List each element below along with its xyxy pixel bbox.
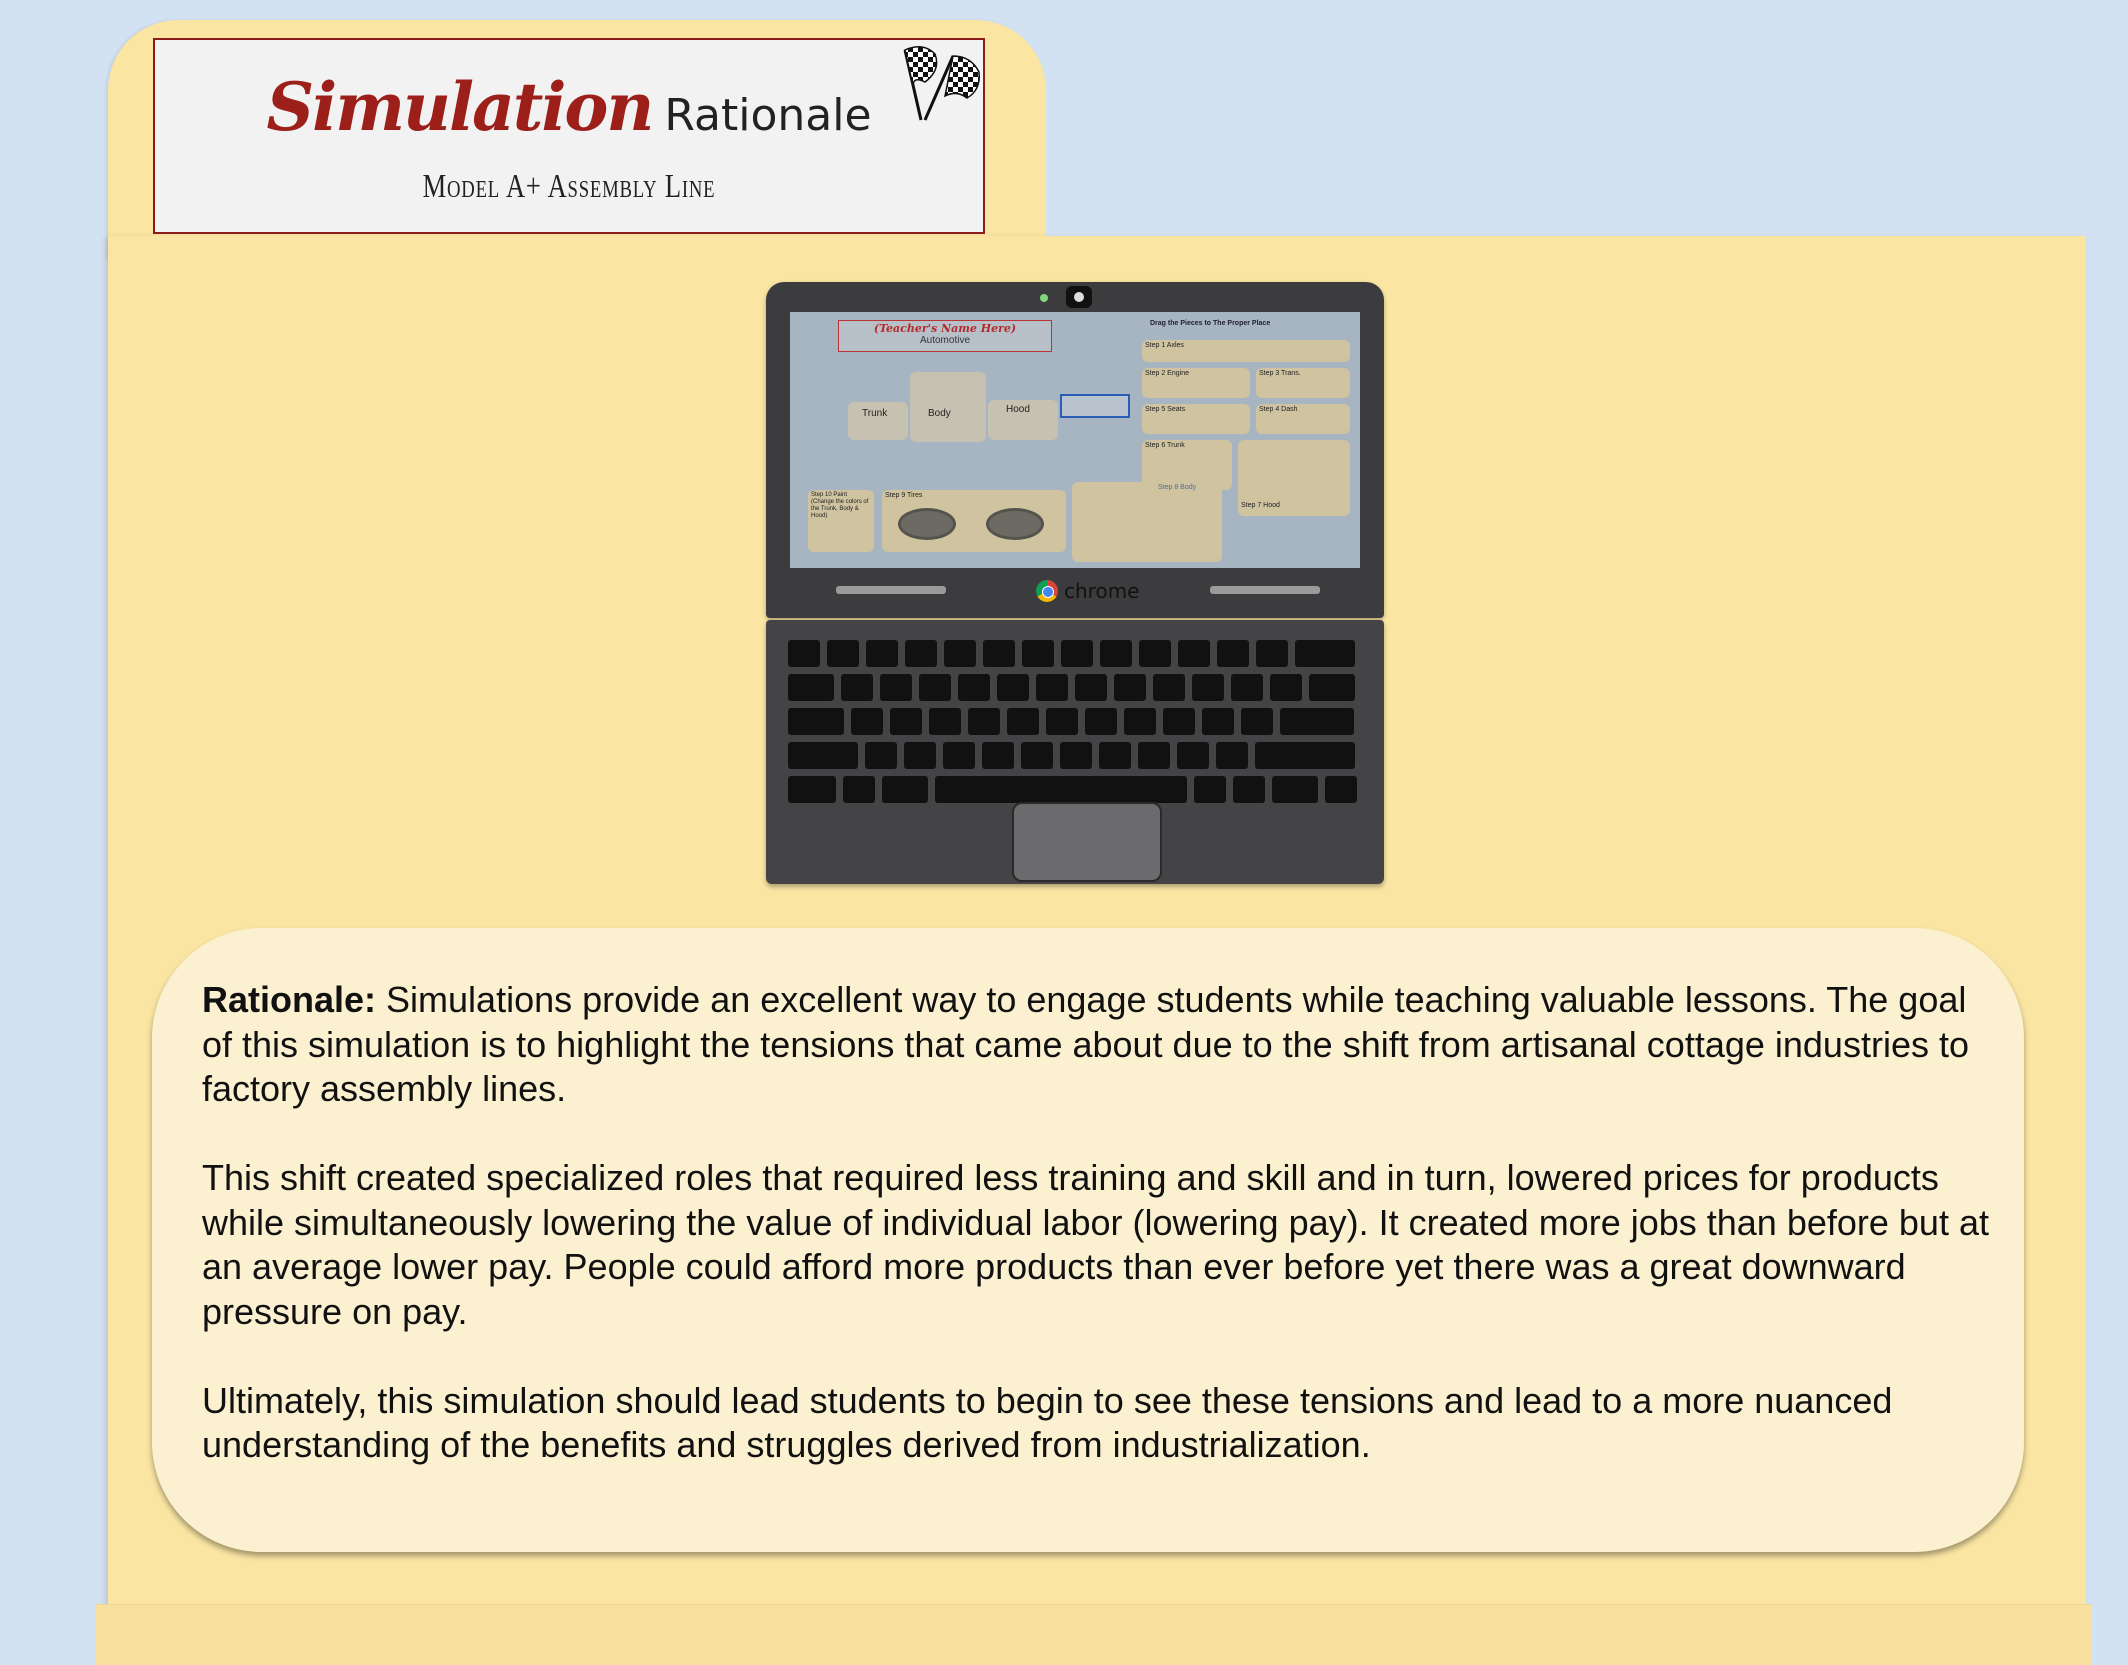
- keyboard-key: [1194, 776, 1226, 803]
- screen-title-box: [838, 320, 1052, 352]
- page-title: [155, 68, 983, 146]
- keyboard-key: [997, 674, 1029, 701]
- laptop-screen: [790, 312, 1360, 568]
- camera-light-icon: [1040, 294, 1048, 302]
- page-subtitle: Model A+ Assembly Line: [422, 168, 716, 205]
- keyboard-key: [1153, 674, 1185, 701]
- keyboard-key: [1114, 674, 1146, 701]
- trackpad: [1012, 802, 1162, 882]
- keyboard-key: [1231, 674, 1263, 701]
- keyboard-key: [1046, 708, 1078, 735]
- title-card: [153, 38, 985, 234]
- step-slot: Step 9 Tires: [882, 490, 1066, 552]
- keyboard-key: [788, 742, 858, 769]
- keyboard-key: [788, 776, 836, 803]
- keyboard-key: [968, 708, 1000, 735]
- keyboard-key: [943, 742, 975, 769]
- keyboard-key: [982, 742, 1014, 769]
- laptop-base: [766, 620, 1384, 884]
- keyboard-key: [1138, 742, 1170, 769]
- keyboard-key: [851, 708, 883, 735]
- keyboard-key: [1022, 640, 1054, 667]
- keyboard-key: [788, 674, 834, 701]
- keyboard-key: [905, 640, 937, 667]
- keyboard-key: [1061, 640, 1093, 667]
- keyboard-key: [1241, 708, 1273, 735]
- keyboard-key: [1099, 742, 1131, 769]
- webcam-icon: [1066, 286, 1092, 308]
- keyboard-key: [1270, 674, 1302, 701]
- selected-part-handle[interactable]: [1060, 394, 1130, 418]
- step-slot: Step 6 Trunk: [1142, 440, 1232, 490]
- chrome-logo-icon: [1036, 580, 1058, 602]
- laptop-lid: [766, 282, 1384, 618]
- tire-icon[interactable]: [986, 508, 1044, 540]
- keyboard-key: [827, 640, 859, 667]
- chrome-label: chrome: [1064, 579, 1140, 603]
- step-slot: Step 7 Hood: [1238, 440, 1350, 516]
- keyboard-key: [935, 776, 1187, 803]
- rationale-paragraph: [202, 978, 1992, 1112]
- hinge: [1210, 586, 1320, 594]
- keyboard-key: [1202, 708, 1234, 735]
- keyboard-key: [1021, 742, 1053, 769]
- keyboard-key: [904, 742, 936, 769]
- keyboard-key: [865, 742, 897, 769]
- keyboard-key: [1060, 742, 1092, 769]
- rationale-paragraph-1: Simulations provide an excellent way to engage students while teaching valuable lessons. The goal of this simulation is to highlight the tensions that came about due to the shift from artisanal cottage industries to factory assembly lines.: [202, 979, 1969, 1109]
- rationale-text: [202, 978, 1992, 1512]
- hinge: [836, 586, 946, 594]
- keyboard-key: [1163, 708, 1195, 735]
- keyboard-key: [1295, 640, 1355, 667]
- rationale-paragraph-2: This shift created specialized roles that required less training and skill and in turn, lowered prices for products while simultaneously lowering the value of individual labor (lowering pay). It created more jobs than before but at an average lower pay. People could afford more products than ever before yet there was a great downward pressure on pay.: [202, 1157, 1989, 1332]
- step-slot: Step 1 Axles: [1142, 340, 1350, 362]
- keyboard: [788, 640, 1362, 810]
- checkered-flags-icon: [883, 42, 993, 122]
- keyboard-key: [1255, 742, 1355, 769]
- step-slot: Step 3 Trans.: [1256, 368, 1350, 398]
- keyboard-key: [1325, 776, 1357, 803]
- part-hood[interactable]: [988, 400, 1058, 440]
- keyboard-key: [944, 640, 976, 667]
- keyboard-key: [1124, 708, 1156, 735]
- keyboard-row: [788, 674, 1362, 701]
- rationale-label: Rationale:: [202, 979, 377, 1020]
- keyboard-key: [958, 674, 990, 701]
- keyboard-key: [1272, 776, 1318, 803]
- keyboard-key: [1217, 640, 1249, 667]
- keyboard-key: [1256, 640, 1288, 667]
- step-slot: Step 2 Engine: [1142, 368, 1250, 398]
- part-label: Hood: [1006, 404, 1030, 415]
- keyboard-key: [1216, 742, 1248, 769]
- keyboard-key: [1075, 674, 1107, 701]
- keyboard-key: [1192, 674, 1224, 701]
- keyboard-row: [788, 776, 1362, 803]
- keyboard-key: [1007, 708, 1039, 735]
- keyboard-key: [1085, 708, 1117, 735]
- step-slot: Step 8 Body: [1072, 482, 1222, 562]
- keyboard-key: [843, 776, 875, 803]
- tire-icon[interactable]: [898, 508, 956, 540]
- rationale-panel: [152, 928, 2024, 1552]
- screen-title: (Teacher's Name Here): [873, 322, 1017, 335]
- keyboard-key: [929, 708, 961, 735]
- screen-subtitle: Automotive: [919, 335, 971, 346]
- keyboard-key: [880, 674, 912, 701]
- screen-drag-instructions: Drag the Pieces to The Proper Place: [1150, 320, 1271, 327]
- keyboard-key: [841, 674, 873, 701]
- keyboard-key: [788, 640, 820, 667]
- keyboard-key: [1280, 708, 1354, 735]
- keyboard-key: [1178, 640, 1210, 667]
- folder-lower-edge: [96, 1604, 2092, 1665]
- keyboard-key: [1139, 640, 1171, 667]
- keyboard-key: [882, 776, 928, 803]
- keyboard-key: [890, 708, 922, 735]
- keyboard-key: [983, 640, 1015, 667]
- title-script-word: Simulation: [266, 68, 653, 146]
- part-label: Trunk: [862, 408, 888, 419]
- keyboard-key: [1036, 674, 1068, 701]
- keyboard-key: [919, 674, 951, 701]
- keyboard-key: [866, 640, 898, 667]
- part-body[interactable]: [910, 372, 986, 442]
- rationale-paragraph-3: Ultimately, this simulation should lead students to begin to see these tensions and lead to a more nuanced understanding of the benefits and struggles derived from industrialization.: [202, 1379, 1893, 1465]
- keyboard-key: [1177, 742, 1209, 769]
- step-slot: Step 5 Seats: [1142, 404, 1250, 434]
- step-slot: Step 10 Paint (Change the colors of the Trunk, Body & Hood): [808, 490, 874, 552]
- part-trunk[interactable]: [848, 402, 908, 440]
- chrome-badge: [1036, 578, 1139, 604]
- part-label: Body: [928, 408, 951, 419]
- laptop-illustration: [766, 282, 1384, 884]
- keyboard-row: [788, 742, 1362, 769]
- keyboard-key: [1233, 776, 1265, 803]
- keyboard-key: [788, 708, 844, 735]
- keyboard-row: [788, 708, 1362, 735]
- keyboard-key: [1309, 674, 1355, 701]
- keyboard-row: [788, 640, 1362, 667]
- title-plain-word: Rationale: [664, 90, 872, 141]
- keyboard-key: [1100, 640, 1132, 667]
- step-slot: Step 4 Dash: [1256, 404, 1350, 434]
